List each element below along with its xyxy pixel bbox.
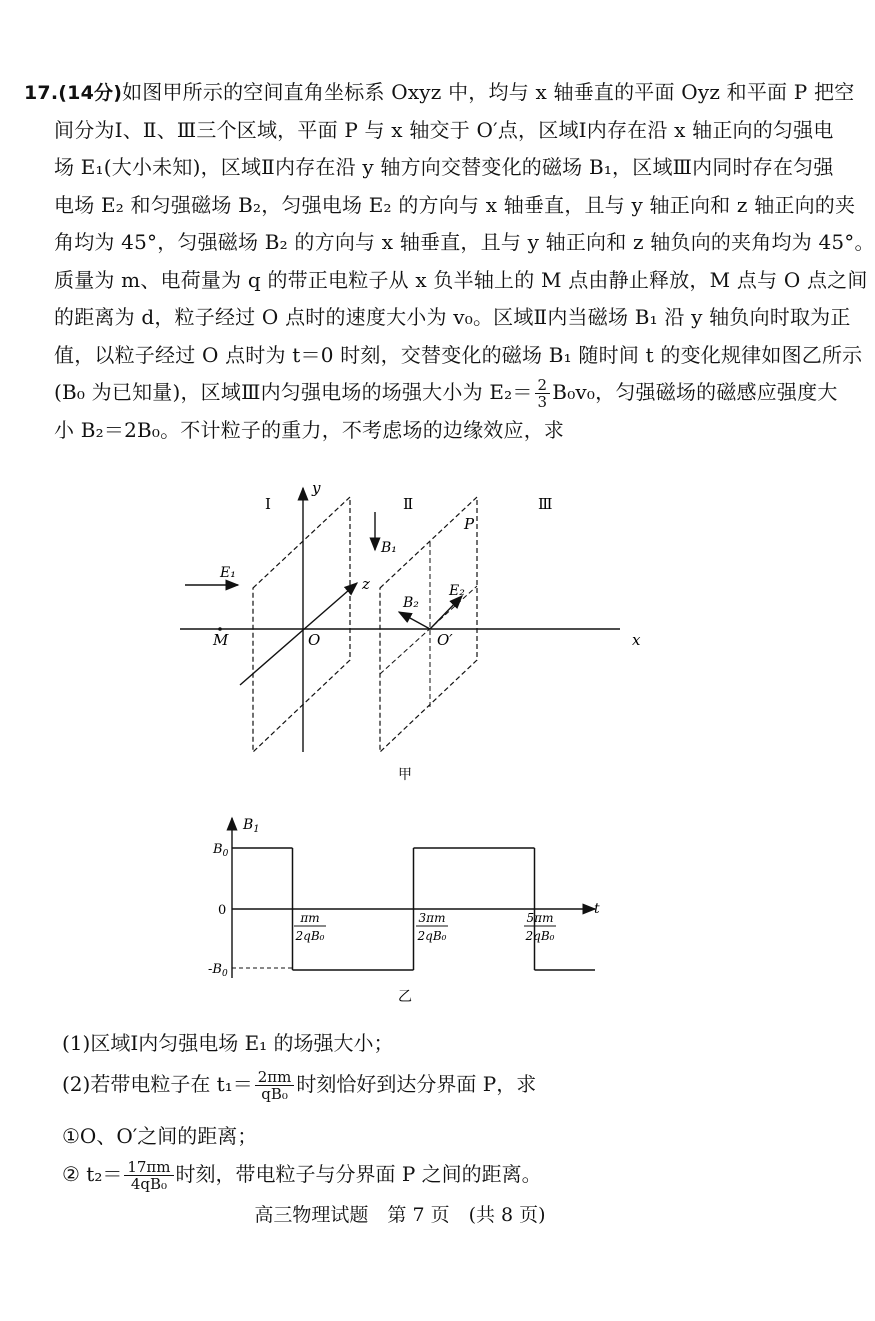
question-2b-pre: ② t₂＝ [62,1162,123,1186]
t1-fraction [255,1069,295,1102]
t-axis-label: t [594,901,600,917]
b2-label: B₂ [403,595,419,611]
t2-frac-num: 17πm [124,1159,173,1176]
problem-text-1: 如图甲所示的空间直角坐标系 Oxyz 中，均与 x 轴垂直的平面 Oyz 和平面 P 把空 [122,80,855,104]
problem-17 [24,74,875,449]
x-axis-label: x [632,631,641,649]
e2-frac-den: 3 [537,393,548,411]
e2-label: E₂ [449,583,465,599]
e2-arrow [430,596,462,629]
t1-frac-num: 2πm [255,1069,295,1086]
e2-fraction [535,377,551,410]
tick-zero: 0 [218,903,227,918]
question-points: (14分) [58,82,123,104]
time-label-3 [524,911,556,943]
question-1: (1)区域Ⅰ内匀强电场 E₁ 的场强大小； [62,1031,394,1055]
time-label-2-den: 2qB₀ [417,929,447,943]
question-2-post: 时刻恰好到达分界面 P，求 [296,1072,537,1096]
time-label-3-num: 5πm [526,911,554,925]
point-o-label: O [308,631,321,649]
figure-b-caption: 乙 [398,989,412,1005]
b1-axis-label: $B_1$ [243,817,260,835]
e2-frac-num: 2 [535,377,551,394]
question-2b [62,1158,542,1192]
problem-line-10: 小 B₂＝2B₀。不计粒子的重力，不考虑场的边缘效应，求 [54,417,565,442]
region-label-2: Ⅱ [403,495,414,513]
problem-line-7: 的距离为 d，粒子经过 O 点时的速度大小为 v₀。区域Ⅱ内当磁场 B₁ 沿 y 轴负向时取为正 [54,305,851,329]
time-label-3-den: 2qB₀ [525,929,555,943]
problem-line-5: 角均为 45°，匀强磁场 B₂ 的方向与 x 轴垂直，且与 y 轴正向和 z 轴负向的夹角均为 45°。 [54,230,875,254]
region-label-3: Ⅲ [538,495,553,513]
tick-neg-b0: $-B_0$ [208,962,228,979]
question-2b-post: 时刻，带电粒子与分界面 P 之间的距离。 [175,1162,542,1186]
problem-line-6: 质量为 m、电荷量为 q 的带正电粒子从 x 负半轴上的 M 点由静止释放，M 点与 O 点之间 [54,267,868,292]
plane-p-diagonal [380,586,477,674]
figure-b [0,808,800,1008]
time-label-1-num: πm [300,911,320,925]
e1-label: E₁ [220,565,236,581]
t1-frac-den: qB₀ [261,1085,288,1103]
problem-line-8: 值，以粒子经过 O 点时为 t＝0 时刻，交替变化的磁场 B₁ 随时间 t 的变化规律如图乙所示 [54,342,863,367]
question-2a: ①O、O′之间的距离； [62,1124,258,1148]
time-label-2-num: 3πm [418,911,446,925]
problem-line-2: 间分为Ⅰ、Ⅱ、Ⅲ三个区域，平面 P 与 x 轴交于 O′点，区域Ⅰ内存在沿 x 轴正向的匀强电 [54,117,834,142]
y-axis-label: y [312,479,321,497]
p-label: P [464,515,475,533]
t2-fraction [124,1159,173,1192]
problem-line-3: 场 E₁(大小未知)，区域Ⅱ内存在沿 y 轴方向交替变化的磁场 B₁，区域Ⅲ内同时存在匀强 [54,155,834,179]
b1-label: B₁ [381,540,397,556]
problem-text-9: (B₀ 为已知量)，区域Ⅲ内匀强电场的场强大小为 E₂＝ [54,380,533,404]
problem-line-4: 电场 E₂ 和匀强磁场 B₂，匀强电场 E₂ 的方向与 x 轴垂直，且与 y 轴正向和 z 轴正向的夹 [54,192,856,217]
problem-line-1 [24,74,855,112]
page-footer: 高三物理试题 第 7 页 (共 8 页) [254,1204,546,1226]
figure-a-caption: 甲 [398,767,412,783]
z-axis-label: z [362,575,370,593]
plane-p [380,497,477,752]
point-m-label: M [213,631,229,649]
region-label-1: Ⅰ [265,495,271,513]
question-number: 17. [24,82,59,104]
z-axis [240,583,357,685]
question-2 [62,1068,536,1102]
t2-frac-den: 4qB₀ [130,1175,168,1193]
b2-arrow [399,612,430,629]
problem-text-9-tail: B₀v₀，匀强磁场的磁感应强度大 [552,380,838,404]
plane-oyz [253,497,350,752]
problem-line-9 [24,374,838,412]
time-label-2 [416,911,448,943]
time-label-1 [294,911,326,943]
question-2-pre: (2)若带电粒子在 t₁＝ [62,1072,253,1096]
point-o-prime-label: O′ [437,631,453,649]
tick-b0: $B_0$ [213,842,229,859]
figure-a [0,470,800,783]
time-label-1-den: 2qB₀ [295,929,325,943]
